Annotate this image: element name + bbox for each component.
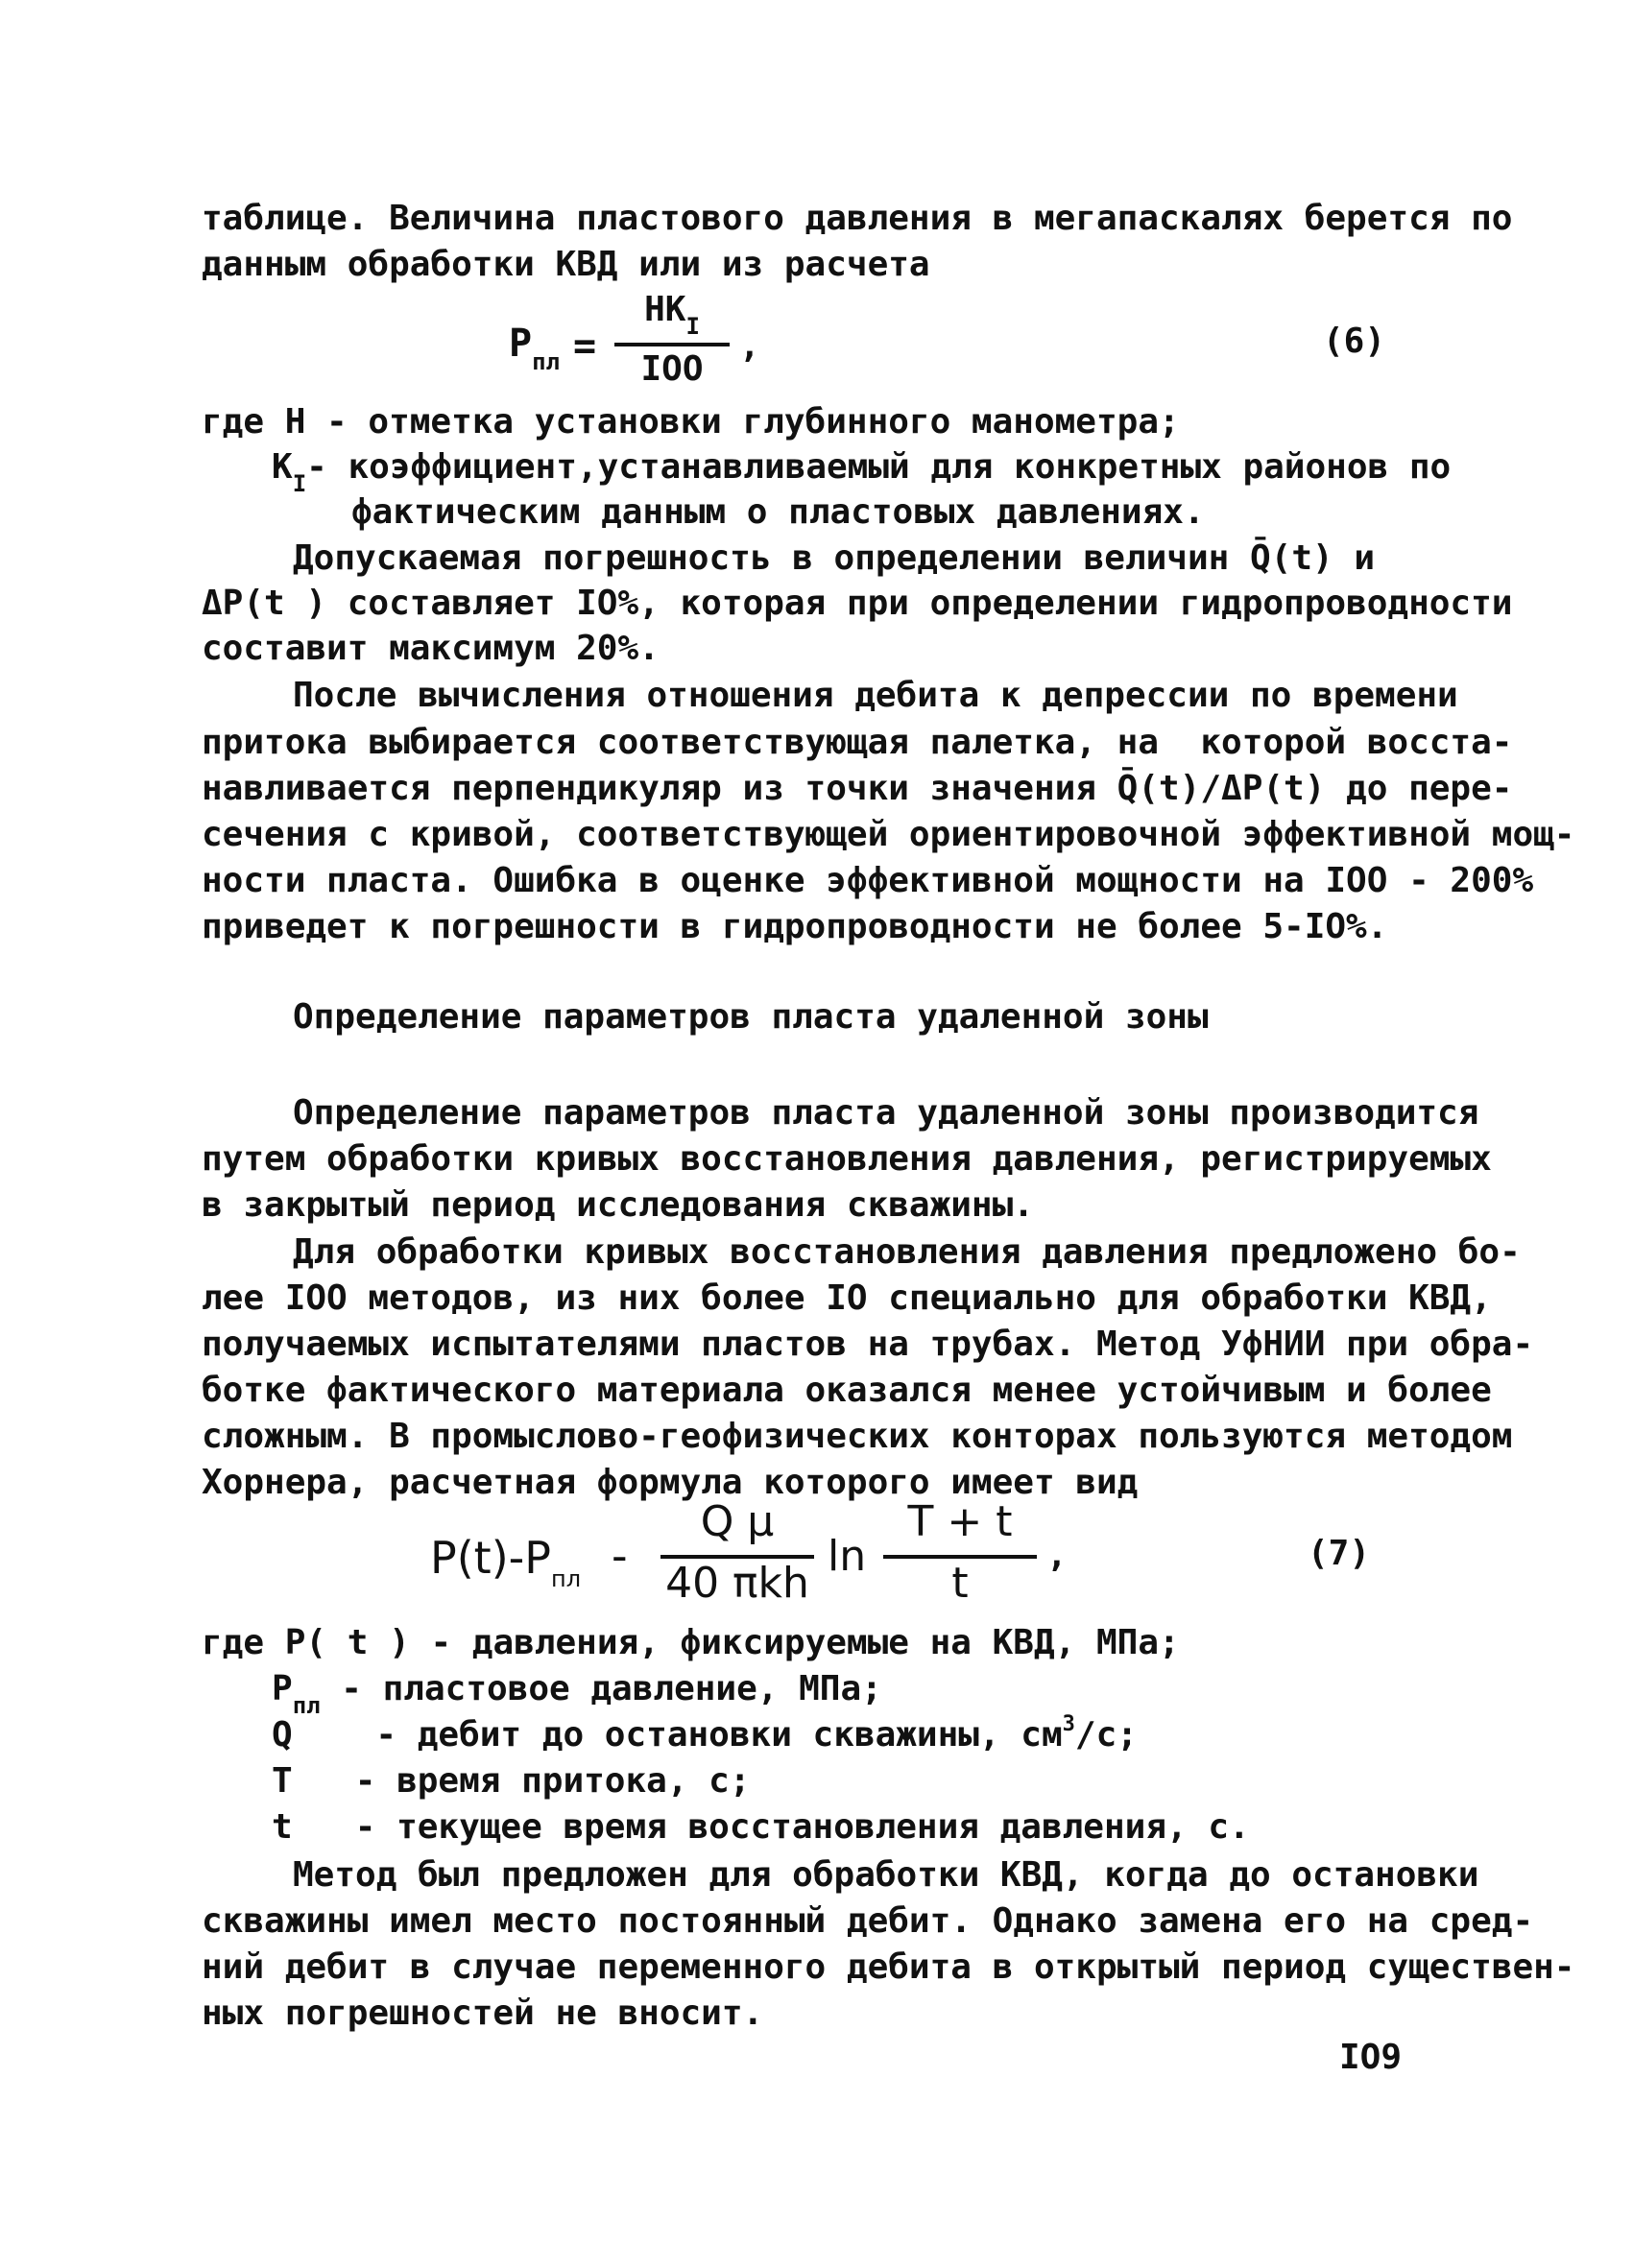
text-line: сечения с кривой, соответствующей ориентировочной эффективной мощ- xyxy=(202,815,1575,854)
text-line: где P( t ) - давления, фиксируемые на КВД, МПа; xyxy=(202,1623,1180,1662)
section-heading: Определение параметров пласта удаленной зоны xyxy=(293,997,1209,1037)
text-line: сложным. В промыслово-геофизических конторах пользуются методом xyxy=(202,1417,1513,1456)
text-line: Допускаемая погрешность в определении величин Q̄(t) и xyxy=(293,538,1376,578)
text-line: лее IOO методов, из них более IO специально для обработки КВД, xyxy=(202,1278,1492,1318)
text-line: ных погрешностей не вносит. xyxy=(202,1993,764,2033)
equation-number: (6) xyxy=(1323,322,1386,361)
eq7-numerator-1: Q μ xyxy=(700,1497,775,1546)
text-line: ности пласта. Ошибка в оценке эффективной мощности на IOO - 200% xyxy=(202,861,1534,900)
text-line: Для обработки кривых восстановления давления предложено бо- xyxy=(293,1232,1521,1272)
text-line: в закрытый период исследования скважины. xyxy=(202,1185,1034,1225)
eq7-numerator-2: T + t xyxy=(907,1497,1013,1546)
text-line: приведет к погрешности в гидропроводности не более 5-IO%. xyxy=(202,907,1388,946)
text-line: путем обработки кривых восстановления давления, регистрируемых xyxy=(202,1139,1492,1179)
text-line: фактическим данным о пластовых давлениях. xyxy=(351,492,1205,532)
text-line: Хорнера, расчетная формула которого имеет вид xyxy=(202,1463,1139,1502)
eq6-numerator: $HK_I$ xyxy=(644,290,700,340)
eq7-denominator-2: t xyxy=(951,1559,969,1608)
equation-number: (7) xyxy=(1308,1534,1371,1573)
text-line: данным обработки КВД или из расчета xyxy=(202,245,930,284)
page-number: IO9 xyxy=(1339,2038,1403,2077)
text-line: таблице. Величина пластового давления в мегапаскалях берется по xyxy=(202,199,1513,238)
text-line: $P_{пл}$ - пластовое давление, МПа; xyxy=(272,1669,882,1719)
text-line: ний дебит в случае переменного дебита в открытый период существен- xyxy=(202,1947,1575,1987)
eq6-denominator: IOO xyxy=(640,349,704,389)
text-line: притока выбирается соответствующая палетка, на которой восста- xyxy=(202,723,1513,762)
text-line: скважины имел место постоянный дебит. Однако замена его на сред- xyxy=(202,1901,1534,1941)
eq7-denominator-1: 40 πkh xyxy=(665,1559,809,1608)
eq7-lhs: $P(t)-P_{пл}$ xyxy=(430,1532,582,1592)
text-line: Определение параметров пласта удаленной зоны производится xyxy=(293,1093,1479,1133)
fraction-bar xyxy=(614,343,730,346)
text-line: Метод был предложен для обработки КВД, когда до остановки xyxy=(293,1855,1479,1895)
text-line: t - текущее время восстановления давления, с. xyxy=(272,1807,1250,1847)
text-line: составит максимум 20%. xyxy=(202,629,660,668)
text-line: ботке фактического материала оказался менее устойчивым и более xyxy=(202,1371,1492,1410)
text-line: навливается перпендикуляр из точки значения Q̄(t)/ΔP(t) до пере- xyxy=(202,769,1513,808)
eq6-lhs: $P_{пл}$ xyxy=(509,322,560,375)
text-line: Q - дебит до остановки скважины, $см^3/с$; xyxy=(272,1712,1138,1755)
text-line: T - время притока, с; xyxy=(272,1761,751,1801)
text-line: После вычисления отношения дебита к депрессии по времени xyxy=(293,676,1458,715)
text-line: получаемых испытателями пластов на трубах. Метод УфНИИ при обра- xyxy=(202,1325,1534,1364)
text-line: ΔP(t ) составляет IO%, которая при определении гидропроводности xyxy=(202,584,1513,623)
text-line: где H - отметка установки глубинного манометра; xyxy=(202,402,1180,442)
text-line: $K_I-$ коэффициент,устанавливаемый для конкретных районов по xyxy=(272,447,1452,497)
